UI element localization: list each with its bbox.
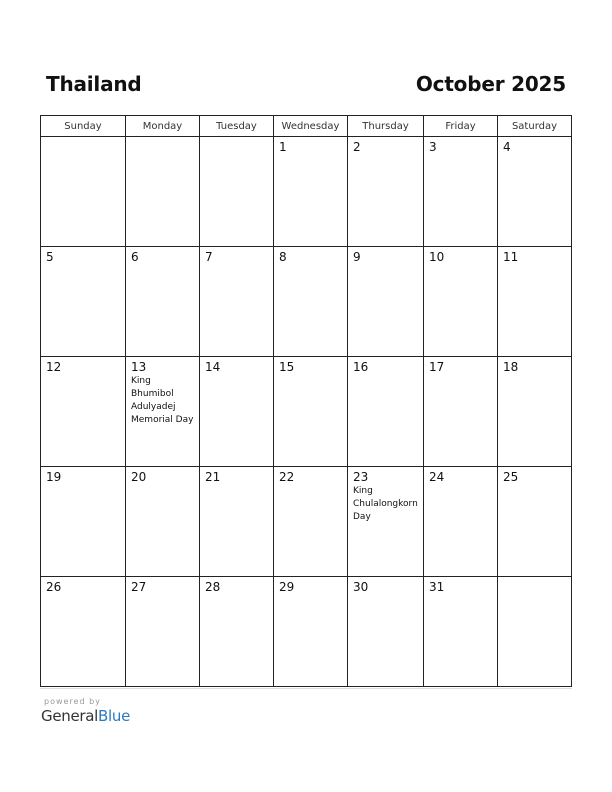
day-number: 27 [131, 580, 147, 594]
brand-logo-part2: Blue [98, 707, 131, 725]
week-row [41, 577, 572, 687]
day-number: 29 [279, 580, 295, 594]
day-number: 11 [503, 250, 519, 264]
day-number: 8 [279, 250, 287, 264]
day-number: 17 [429, 360, 445, 374]
day-cell [498, 247, 572, 357]
calendar-header [40, 68, 568, 100]
day-cell [200, 467, 274, 577]
day-cell [498, 467, 572, 577]
day-cell [41, 577, 126, 687]
day-cell [424, 247, 498, 357]
day-cell [348, 467, 424, 577]
day-number: 13 [131, 360, 147, 374]
day-cell [126, 137, 200, 247]
day-cell [126, 467, 200, 577]
day-number: 26 [46, 580, 62, 594]
day-number: 23 [353, 470, 369, 484]
day-number: 18 [503, 360, 519, 374]
day-cell [274, 577, 348, 687]
week-row [41, 357, 572, 467]
weekday-sunday: Sunday [41, 116, 126, 137]
week-row [41, 247, 572, 357]
day-cell [348, 357, 424, 467]
weekday-saturday: Saturday [498, 116, 572, 137]
brand-logo-part1: General [41, 707, 99, 725]
day-cell [41, 357, 126, 467]
day-number: 30 [353, 580, 369, 594]
day-cell [126, 247, 200, 357]
day-cell [274, 467, 348, 577]
day-number: 12 [46, 360, 62, 374]
powered-by-text: powered by [44, 697, 101, 706]
day-cell [498, 137, 572, 247]
weekday-monday: Monday [126, 116, 200, 137]
weekday-friday: Friday [424, 116, 498, 137]
weekday-header-row [41, 116, 572, 137]
day-number: 1 [279, 140, 287, 154]
day-cell [348, 137, 424, 247]
country-title: Thailand [46, 72, 142, 96]
day-number: 10 [429, 250, 445, 264]
day-cell [200, 137, 274, 247]
day-cell [126, 577, 200, 687]
day-number: 7 [205, 250, 213, 264]
day-cell [41, 467, 126, 577]
day-cell [274, 357, 348, 467]
day-number: 9 [353, 250, 361, 264]
weekday-wednesday: Wednesday [274, 116, 348, 137]
calendar-grid [40, 115, 572, 687]
day-number: 15 [279, 360, 295, 374]
day-cell [348, 577, 424, 687]
day-number: 21 [205, 470, 221, 484]
day-cell [424, 577, 498, 687]
day-number: 28 [205, 580, 221, 594]
day-number: 16 [353, 360, 369, 374]
footer-divider [40, 688, 572, 689]
day-cell [274, 137, 348, 247]
day-cell [424, 357, 498, 467]
day-cell [200, 247, 274, 357]
day-cell [41, 137, 126, 247]
day-cell [200, 357, 274, 467]
holiday-label: King Chulalongkorn Day [353, 486, 418, 522]
day-cell [424, 137, 498, 247]
week-row [41, 137, 572, 247]
day-number: 6 [131, 250, 139, 264]
weekday-thursday: Thursday [348, 116, 424, 137]
day-cell [41, 247, 126, 357]
day-number: 20 [131, 470, 147, 484]
day-number: 2 [353, 140, 361, 154]
day-number: 25 [503, 470, 519, 484]
day-number: 19 [46, 470, 62, 484]
day-number: 4 [503, 140, 511, 154]
day-number: 31 [429, 580, 445, 594]
day-number: 22 [279, 470, 295, 484]
month-year-title: October 2025 [415, 72, 566, 96]
day-cell [200, 577, 274, 687]
brand-logo[interactable] [41, 707, 130, 725]
day-cell [424, 467, 498, 577]
week-row [41, 467, 572, 577]
day-cell [274, 247, 348, 357]
day-number: 3 [429, 140, 437, 154]
day-cell [126, 357, 200, 467]
day-number: 24 [429, 470, 445, 484]
day-cell [498, 357, 572, 467]
holiday-label: King Bhumibol Adulyadej Memorial Day [131, 376, 194, 425]
day-cell [498, 577, 572, 687]
day-cell [348, 247, 424, 357]
day-number: 14 [205, 360, 221, 374]
day-number: 5 [46, 250, 54, 264]
weekday-tuesday: Tuesday [200, 116, 274, 137]
